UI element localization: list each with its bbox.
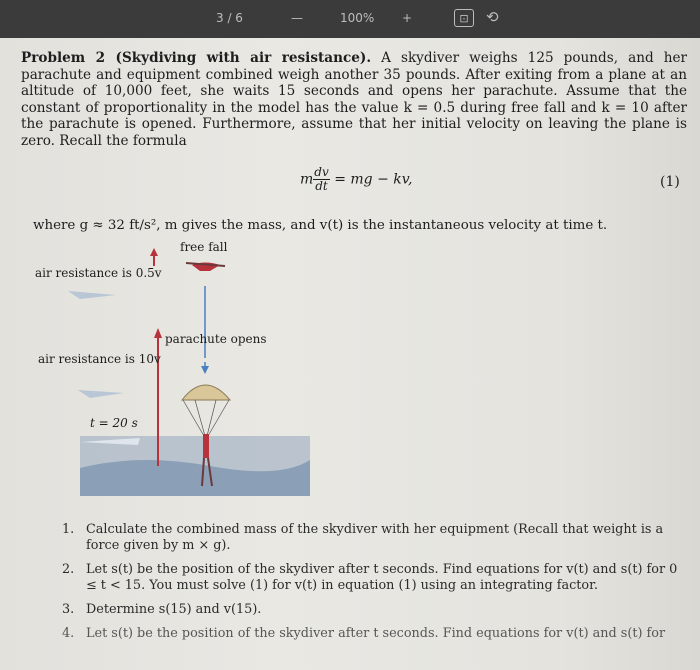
item-text: Let s(t) be the position of the skydiver after t seconds. Find equations for v(t) and s(t) for 0 ≤ t < 15. You must solve (1) for v(t) in equation (1) using an integrating factor. <box>86 562 678 593</box>
item-text: Let s(t) be the position of the skydiver after t seconds. Find equations for v(t) and s(t) for <box>86 626 666 641</box>
item-number: 1. <box>62 522 75 537</box>
item-number: 4. <box>62 626 75 641</box>
label-air-resistance-free-fall: air resistance is 0.5v <box>35 266 162 280</box>
blue-arrowhead <box>201 366 209 374</box>
eq-rhs: = mg − kv, <box>334 171 413 188</box>
cloud-streak <box>78 390 124 398</box>
zoom-level[interactable]: 100% <box>340 11 375 25</box>
item-text: Determine s(15) and v(15). <box>86 602 262 617</box>
eq-mass: m <box>300 171 314 188</box>
list-item <box>62 626 682 642</box>
hanging-skydiver <box>203 434 209 458</box>
problem-paragraph <box>21 50 687 150</box>
small-red-arrowhead <box>150 248 158 256</box>
item-number: 2. <box>62 562 75 577</box>
eq-denominator: dt <box>315 179 328 193</box>
list-item <box>62 562 682 594</box>
skydiver-figure <box>20 238 380 498</box>
label-air-resistance-parachute: air resistance is 10v <box>38 352 161 366</box>
problem-heading: Problem 2 (Skydiving with air resistance). <box>21 50 372 66</box>
list-item <box>62 522 682 554</box>
zoom-in-button[interactable]: + <box>402 11 413 25</box>
rotate-icon[interactable]: ⟲ <box>486 8 499 26</box>
equation-1 <box>300 166 412 193</box>
viewer-toolbar <box>0 0 700 38</box>
problem-body: A skydiver weighs 125 pounds, and her parachute and equipment combined weigh another 35 pounds. After exiting from a plane at an altitude of 10,000 feet, she waits 15 seconds and opens her parachute. Assume that the constant of proportionality in the model has the value k = 0.5 during free fall and k = 10 after the parachute is opened. Furthermore, assume that her initial velocity on leaving the plane is zero. Recall the formula <box>21 50 687 149</box>
parachute-line <box>195 400 205 436</box>
item-text: Calculate the combined mass of the skydiver with her equipment (Recall that weight is a force given by m × g). <box>86 522 664 553</box>
parachute-canopy <box>182 385 230 400</box>
document-page <box>0 38 700 670</box>
zoom-out-button[interactable]: — <box>291 11 303 25</box>
eq-numerator: dv <box>314 165 329 179</box>
equation-number: (1) <box>660 174 680 190</box>
item-number: 3. <box>62 602 75 617</box>
label-free-fall: free fall <box>180 240 228 254</box>
list-item <box>62 602 682 618</box>
parachute-line <box>183 400 204 436</box>
label-parachute-opens: parachute opens <box>165 332 267 346</box>
where-line: where g ≈ 32 ft/s², m gives the mass, and v(t) is the instantaneous velocity at time t. <box>33 218 608 233</box>
eq-fraction <box>313 166 329 193</box>
page-indicator: 3 / 6 <box>216 11 243 25</box>
label-time: t = 20 s <box>90 416 138 430</box>
fit-page-icon[interactable]: ⊡ <box>454 9 474 27</box>
task-list <box>62 522 682 650</box>
red-arrowhead <box>154 328 162 338</box>
cloud-streak <box>68 291 116 299</box>
